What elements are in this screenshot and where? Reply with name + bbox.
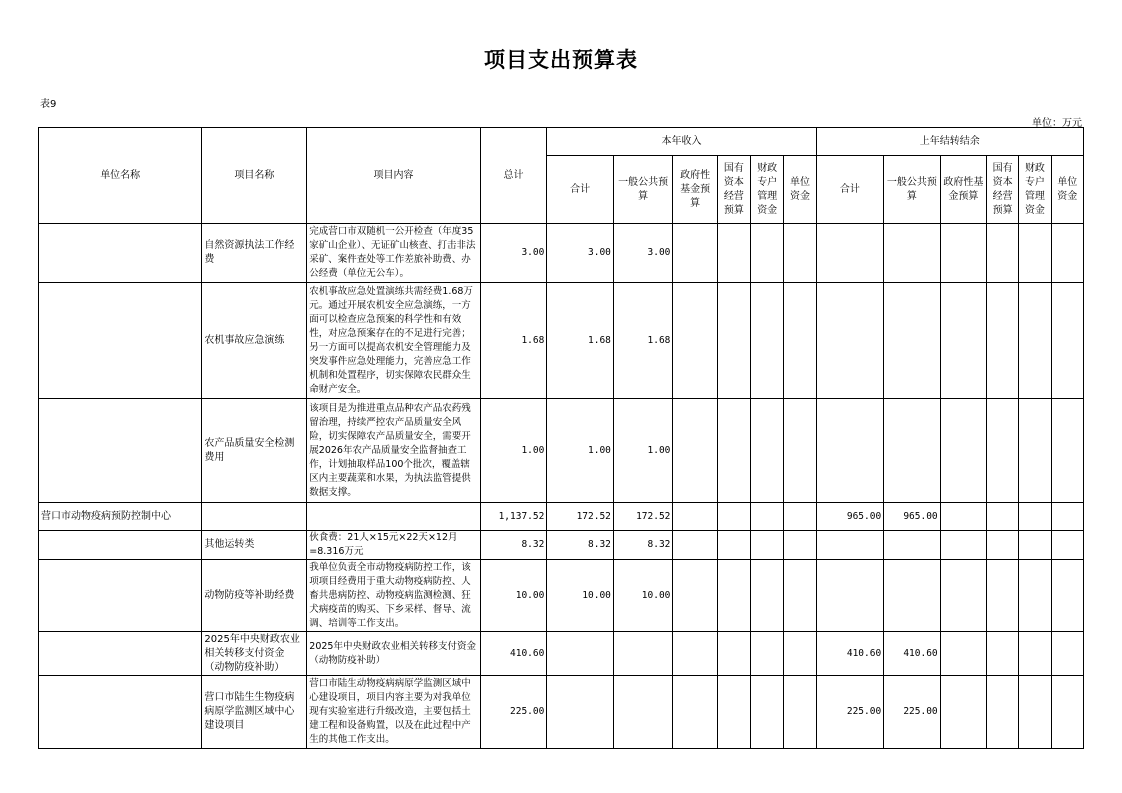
- header-total: 总计: [480, 128, 547, 224]
- current-year-cell: [547, 676, 614, 749]
- current-year-cell: [784, 632, 816, 676]
- current-year-cell: [673, 676, 717, 749]
- current-year-cell: 3.00: [613, 224, 673, 283]
- prior-year-cell: [1019, 676, 1051, 749]
- unit-name-cell: [39, 632, 202, 676]
- current-year-cell: [673, 224, 717, 283]
- project-content-cell: 完成营口市双随机一公开检查（年度35家矿山企业）、无证矿山核查、打击非法采矿、案件查处等工作差旅补助费、办公经费（单位无公车）。: [307, 224, 480, 283]
- header-current-year-income: 本年收入: [547, 128, 816, 156]
- prior-year-cell: [987, 224, 1019, 283]
- header-py-unit-funds: 单位资金: [1051, 156, 1083, 224]
- current-year-cell: [784, 283, 816, 399]
- unit-name-cell: [39, 224, 202, 283]
- table-row: [39, 224, 1084, 283]
- prior-year-cell: [940, 560, 986, 632]
- table-row: [39, 560, 1084, 632]
- current-year-cell: 1.00: [547, 399, 614, 503]
- prior-year-cell: [1051, 632, 1083, 676]
- current-year-cell: [673, 531, 717, 560]
- unit-name-cell: [39, 283, 202, 399]
- prior-year-cell: 965.00: [816, 503, 884, 531]
- current-year-cell: [784, 399, 816, 503]
- prior-year-cell: [1019, 560, 1051, 632]
- unit-name-cell: [39, 560, 202, 632]
- prior-year-cell: [1019, 531, 1051, 560]
- prior-year-cell: 410.60: [816, 632, 884, 676]
- total-cell: 1.68: [480, 283, 547, 399]
- prior-year-cell: [884, 283, 940, 399]
- current-year-cell: [751, 399, 784, 503]
- project-content-cell: [307, 503, 480, 531]
- table-row: [39, 283, 1084, 399]
- prior-year-cell: [1051, 503, 1083, 531]
- prior-year-cell: [1051, 560, 1083, 632]
- prior-year-cell: [940, 399, 986, 503]
- prior-year-cell: [1019, 224, 1051, 283]
- project-content-cell: 该项目是为推进重点品种农产品农药残留治理，持续严控农产品质量安全风险，切实保障农产品质量安全，需要开展2026年农产品质量安全监督抽查工作，计划抽取样品100个批次，覆盖辖区内主要蔬菜和水果，为执法监管提供数据支撑。: [307, 399, 480, 503]
- prior-year-cell: [1019, 283, 1051, 399]
- table-number: 表9: [40, 99, 57, 110]
- current-year-cell: [673, 632, 717, 676]
- current-year-cell: [547, 632, 614, 676]
- current-year-cell: 10.00: [613, 560, 673, 632]
- total-cell: 1,137.52: [480, 503, 547, 531]
- current-year-cell: [717, 503, 750, 531]
- current-year-cell: 1.68: [613, 283, 673, 399]
- header-cy-subtotal: 合计: [547, 156, 614, 224]
- project-content-cell: 伙食费：21人×15元×22天×12月=8.316万元: [307, 531, 480, 560]
- current-year-cell: [717, 560, 750, 632]
- current-year-cell: [717, 224, 750, 283]
- prior-year-cell: [987, 531, 1019, 560]
- header-py-special-account: 财政专户管理资金: [1019, 156, 1051, 224]
- prior-year-cell: [1051, 676, 1083, 749]
- unit-name-cell: 营口市动物疫病预防控制中心: [39, 503, 202, 531]
- current-year-cell: [784, 531, 816, 560]
- current-year-cell: [751, 632, 784, 676]
- header-py-general-budget: 一般公共预算: [884, 156, 940, 224]
- prior-year-cell: [884, 531, 940, 560]
- current-year-cell: [717, 399, 750, 503]
- project-content-cell: 我单位负责全市动物疫病防控工作，该项项目经费用于重大动物疫病防控、人畜共患病防控、动物疫病监测检测、狂犬病疫苗的购买、下乡采样、督导、流调、培训等工作支出。: [307, 560, 480, 632]
- current-year-cell: 172.52: [613, 503, 673, 531]
- prior-year-cell: [987, 503, 1019, 531]
- current-year-cell: [717, 283, 750, 399]
- project-content-cell: 农机事故应急处置演练共需经费1.68万元。通过开展农机安全应急演练，一方面可以检查应急预案的科学性和有效性，对应急预案存在的不足进行完善；另一方面可以提高农机安全管理能力及突发事件应急处理能力，完善应急工作机制和处置程序，切实保障农民群众生命财产安全。: [307, 283, 480, 399]
- current-year-cell: [751, 503, 784, 531]
- prior-year-cell: [1051, 531, 1083, 560]
- project-content-cell: 2025年中央财政农业相关转移支付资金（动物防疫补助）: [307, 632, 480, 676]
- prior-year-cell: [1051, 283, 1083, 399]
- current-year-cell: [673, 560, 717, 632]
- current-year-cell: [751, 676, 784, 749]
- current-year-cell: [717, 531, 750, 560]
- current-year-cell: [784, 224, 816, 283]
- prior-year-cell: [940, 531, 986, 560]
- table-header: [39, 128, 1084, 224]
- header-py-state-capital: 国有资本经营预算: [987, 156, 1019, 224]
- prior-year-cell: [1051, 224, 1083, 283]
- prior-year-cell: [940, 503, 986, 531]
- prior-year-cell: [884, 224, 940, 283]
- table-row: [39, 632, 1084, 676]
- current-year-cell: 10.00: [547, 560, 614, 632]
- current-year-cell: [613, 676, 673, 749]
- header-project-content: 项目内容: [307, 128, 480, 224]
- prior-year-cell: [987, 560, 1019, 632]
- prior-year-cell: [940, 676, 986, 749]
- current-year-cell: [673, 283, 717, 399]
- total-cell: 8.32: [480, 531, 547, 560]
- project-name-cell: 营口市陆生生物疫病病原学监测区域中心建设项目: [202, 676, 307, 749]
- total-cell: 410.60: [480, 632, 547, 676]
- unit-name-cell: [39, 399, 202, 503]
- budget-table: [38, 127, 1084, 749]
- header-py-fund-budget: 政府性基金预算: [940, 156, 986, 224]
- prior-year-cell: [987, 676, 1019, 749]
- total-cell: 1.00: [480, 399, 547, 503]
- header-cy-general-budget: 一般公共预算: [613, 156, 673, 224]
- header-prior-year-balance: 上年结转结余: [816, 128, 1083, 156]
- current-year-cell: [751, 224, 784, 283]
- prior-year-cell: [940, 632, 986, 676]
- table-body: [39, 224, 1084, 749]
- current-year-cell: [751, 283, 784, 399]
- prior-year-cell: [1051, 399, 1083, 503]
- current-year-cell: [751, 560, 784, 632]
- table-row: [39, 676, 1084, 749]
- unit-label: 单位：万元: [1032, 118, 1082, 129]
- prior-year-cell: [1019, 399, 1051, 503]
- current-year-cell: [673, 503, 717, 531]
- prior-year-cell: [940, 224, 986, 283]
- header-cy-fund-budget: 政府性基金预算: [673, 156, 717, 224]
- prior-year-cell: [987, 283, 1019, 399]
- project-name-cell: 农产品质量安全检测费用: [202, 399, 307, 503]
- prior-year-cell: [884, 560, 940, 632]
- current-year-cell: 8.32: [547, 531, 614, 560]
- current-year-cell: [613, 632, 673, 676]
- prior-year-cell: 410.60: [884, 632, 940, 676]
- header-py-subtotal: 合计: [816, 156, 884, 224]
- current-year-cell: [784, 676, 816, 749]
- prior-year-cell: [987, 632, 1019, 676]
- project-name-cell: [202, 503, 307, 531]
- current-year-cell: 3.00: [547, 224, 614, 283]
- current-year-cell: [784, 503, 816, 531]
- current-year-cell: 1.68: [547, 283, 614, 399]
- current-year-cell: [751, 531, 784, 560]
- current-year-cell: 1.00: [613, 399, 673, 503]
- prior-year-cell: 965.00: [884, 503, 940, 531]
- prior-year-cell: [816, 283, 884, 399]
- prior-year-cell: 225.00: [884, 676, 940, 749]
- current-year-cell: 172.52: [547, 503, 614, 531]
- prior-year-cell: 225.00: [816, 676, 884, 749]
- prior-year-cell: [987, 399, 1019, 503]
- current-year-cell: [784, 560, 816, 632]
- prior-year-cell: [1019, 503, 1051, 531]
- prior-year-cell: [1019, 632, 1051, 676]
- project-name-cell: 农机事故应急演练: [202, 283, 307, 399]
- prior-year-cell: [816, 560, 884, 632]
- project-name-cell: 自然资源执法工作经费: [202, 224, 307, 283]
- current-year-cell: 8.32: [613, 531, 673, 560]
- prior-year-cell: [816, 399, 884, 503]
- prior-year-cell: [940, 283, 986, 399]
- current-year-cell: [673, 399, 717, 503]
- prior-year-cell: [816, 531, 884, 560]
- current-year-cell: [717, 632, 750, 676]
- unit-name-cell: [39, 676, 202, 749]
- header-cy-special-account: 财政专户管理资金: [751, 156, 784, 224]
- page-title: 项目支出预算表: [484, 48, 638, 72]
- header-cy-state-capital: 国有资本经营预算: [717, 156, 750, 224]
- table-row: [39, 531, 1084, 560]
- table-row: [39, 399, 1084, 503]
- total-cell: 10.00: [480, 560, 547, 632]
- header-unit-name: 单位名称: [39, 128, 202, 224]
- prior-year-cell: [884, 399, 940, 503]
- header-cy-unit-funds: 单位资金: [784, 156, 816, 224]
- total-cell: 225.00: [480, 676, 547, 749]
- project-name-cell: 2025年中央财政农业相关转移支付资金（动物防疫补助）: [202, 632, 307, 676]
- header-project-name: 项目名称: [202, 128, 307, 224]
- unit-name-cell: [39, 531, 202, 560]
- current-year-cell: [717, 676, 750, 749]
- project-name-cell: 其他运转类: [202, 531, 307, 560]
- project-content-cell: 营口市陆生动物疫病病原学监测区域中心建设项目，项目内容主要为对我单位现有实验室进行升级改造，主要包括土建工程和设备购置，以及在此过程中产生的其他工作支出。: [307, 676, 480, 749]
- project-name-cell: 动物防疫等补助经费: [202, 560, 307, 632]
- prior-year-cell: [816, 224, 884, 283]
- table-row: [39, 503, 1084, 531]
- total-cell: 3.00: [480, 224, 547, 283]
